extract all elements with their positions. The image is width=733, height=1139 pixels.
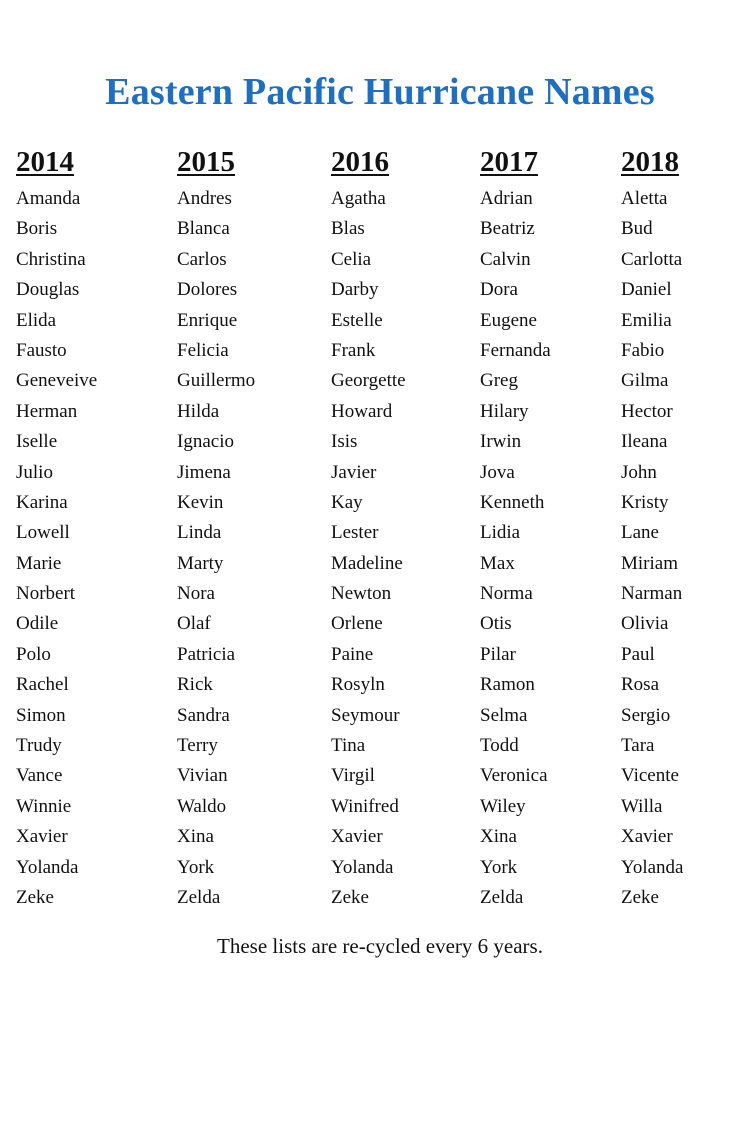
hurricane-name: Carlos [177, 248, 227, 270]
hurricane-name: Greg [480, 370, 518, 392]
hurricane-name: Celia [331, 248, 372, 270]
hurricane-name: Zelda [480, 886, 524, 908]
hurricane-name: Ileana [621, 431, 668, 453]
year-heading: 2014 [16, 146, 74, 178]
hurricane-name: Julio [16, 461, 53, 483]
year-heading: 2017 [480, 146, 538, 178]
hurricane-name: Georgette [331, 370, 406, 392]
hurricane-name: Polo [16, 643, 51, 665]
hurricane-name: Lidia [480, 522, 521, 544]
hurricane-name: Rosa [621, 674, 659, 696]
name-list [331, 184, 406, 913]
hurricane-name: Waldo [177, 795, 227, 817]
hurricane-name: Adrian [480, 188, 533, 209]
hurricane-name: Virgil [331, 765, 375, 787]
hurricane-name: Geneveive [16, 370, 98, 392]
hurricane-name: Max [480, 552, 515, 574]
hurricane-name: Sergio [621, 704, 671, 726]
hurricane-name: Herman [16, 400, 78, 422]
hurricane-name: Newton [331, 583, 392, 605]
hurricane-name: Andres [177, 188, 232, 209]
hurricane-name: Kay [331, 491, 363, 513]
hurricane-name: Hilary [480, 400, 529, 422]
hurricane-name: Amanda [16, 188, 81, 209]
hurricane-name: Fausto [16, 339, 67, 361]
hurricane-name: Douglas [16, 279, 80, 301]
hurricane-name: York [177, 856, 215, 878]
hurricane-name: John [621, 461, 657, 483]
hurricane-name: Linda [177, 522, 222, 544]
hurricane-name: Marie [16, 552, 62, 574]
hurricane-name: Bud [621, 218, 653, 240]
hurricane-name: Simon [16, 704, 66, 726]
hurricane-name: Kristy [621, 491, 669, 513]
year-heading: 2016 [331, 146, 389, 178]
hurricane-name: Agatha [331, 188, 386, 209]
hurricane-name: Sandra [177, 704, 230, 726]
hurricane-name: Enrique [177, 309, 238, 331]
name-list [621, 184, 683, 913]
hurricane-name: Xina [480, 826, 517, 848]
hurricane-name: Olaf [177, 613, 211, 635]
hurricane-name: Paine [331, 643, 374, 665]
hurricane-name: Trudy [16, 735, 62, 757]
hurricane-name: Rick [177, 674, 213, 696]
hurricane-name: Felicia [177, 339, 229, 361]
hurricane-name: Patricia [177, 643, 236, 665]
hurricane-name: Jova [480, 461, 515, 483]
hurricane-name: Pilar [480, 643, 516, 665]
hurricane-name: Paul [621, 643, 655, 665]
hurricane-name: Howard [331, 400, 393, 422]
year-column-2016 [331, 142, 406, 913]
hurricane-name: Veronica [480, 765, 548, 787]
hurricane-name: Christina [16, 248, 86, 270]
hurricane-name: Zeke [621, 886, 659, 908]
hurricane-name: Marty [177, 552, 224, 574]
hurricane-name: Karina [16, 491, 68, 513]
hurricane-name: Norma [480, 583, 533, 605]
hurricane-name: Odile [16, 613, 59, 635]
hurricane-name: Calvin [480, 248, 531, 270]
hurricane-name: Emilia [621, 309, 672, 331]
hurricane-name: Lane [621, 522, 659, 544]
hurricane-name: Estelle [331, 309, 383, 331]
footnote: These lists are re-cycled every 6 years. [217, 934, 543, 958]
hurricane-name: Seymour [331, 704, 400, 726]
hurricane-name: Guillermo [177, 370, 256, 392]
hurricane-name: Willa [621, 795, 663, 817]
year-column-2017 [480, 142, 551, 913]
hurricane-name: Rachel [16, 674, 69, 696]
hurricane-name: Miriam [621, 552, 678, 574]
hurricane-name: Tina [331, 735, 366, 757]
hurricane-name: Daniel [621, 279, 672, 301]
hurricane-name: Aletta [621, 188, 668, 209]
hurricane-name: Gilma [621, 370, 669, 392]
hurricane-name: Lester [331, 522, 379, 544]
page-title: Eastern Pacific Hurricane Names [105, 71, 655, 113]
year-column-2015 [177, 142, 255, 913]
hurricane-name: Tara [621, 735, 655, 757]
hurricane-name: Jimena [177, 461, 231, 483]
hurricane-name: Yolanda [621, 856, 684, 878]
hurricane-name: Carlotta [621, 248, 683, 270]
hurricane-name: Kenneth [480, 491, 545, 513]
hurricane-name: Selma [480, 704, 528, 726]
year-column-2018 [621, 142, 683, 913]
hurricane-name: Yolanda [16, 856, 79, 878]
hurricane-name: Zeke [16, 886, 54, 908]
hurricane-name: Blanca [177, 218, 230, 240]
hurricane-name: Fabio [621, 339, 665, 361]
hurricane-name: Vicente [621, 765, 679, 787]
hurricane-name: Fernanda [480, 339, 551, 361]
hurricane-name: Vance [16, 765, 63, 787]
hurricane-name: Narman [621, 583, 683, 605]
hurricane-name: Iselle [16, 431, 58, 453]
hurricane-name: Xina [177, 826, 214, 848]
hurricane-name: Darby [331, 279, 379, 301]
hurricane-name: Zeke [331, 886, 369, 908]
hurricane-name: Vivian [177, 765, 228, 787]
hurricane-name: Irwin [480, 431, 522, 453]
hurricane-name: Xavier [16, 826, 68, 848]
hurricane-name: Winifred [331, 795, 399, 817]
hurricane-name: Boris [16, 218, 58, 240]
year-column-2014 [16, 142, 97, 913]
hurricane-name: Zelda [177, 886, 221, 908]
hurricane-name: Yolanda [331, 856, 394, 878]
hurricane-name: Terry [177, 735, 218, 757]
hurricane-name: Madeline [331, 552, 403, 574]
hurricane-name: Javier [331, 461, 377, 483]
hurricane-name: Eugene [480, 309, 537, 331]
hurricane-name: Dora [480, 279, 518, 301]
hurricane-name: Blas [331, 218, 365, 240]
hurricane-name: Nora [177, 583, 215, 605]
hurricane-name: York [480, 856, 518, 878]
name-list [16, 184, 97, 913]
hurricane-name: Hector [621, 400, 673, 422]
name-list [480, 184, 551, 913]
hurricane-name: Todd [480, 735, 519, 757]
hurricane-name: Wiley [480, 795, 526, 817]
hurricane-name: Olivia [621, 613, 669, 635]
hurricane-name: Dolores [177, 279, 238, 301]
hurricane-name: Ramon [480, 674, 535, 696]
hurricane-name: Xavier [331, 826, 383, 848]
year-heading: 2015 [177, 146, 235, 178]
hurricane-name: Kevin [177, 491, 224, 513]
hurricane-name: Orlene [331, 613, 383, 635]
hurricane-name: Ignacio [177, 431, 234, 453]
hurricane-name: Lowell [16, 522, 70, 544]
hurricane-name: Xavier [621, 826, 673, 848]
hurricane-name: Frank [331, 339, 376, 361]
hurricane-name: Hilda [177, 400, 220, 422]
hurricane-name: Norbert [16, 583, 76, 605]
hurricane-name: Beatriz [480, 218, 535, 240]
hurricane-name: Winnie [16, 795, 72, 817]
hurricane-name: Isis [331, 431, 358, 453]
name-list [177, 184, 255, 913]
year-heading: 2018 [621, 146, 679, 178]
hurricane-name: Rosyln [331, 674, 385, 696]
hurricane-name: Otis [480, 613, 512, 635]
hurricane-name: Elida [16, 309, 57, 331]
